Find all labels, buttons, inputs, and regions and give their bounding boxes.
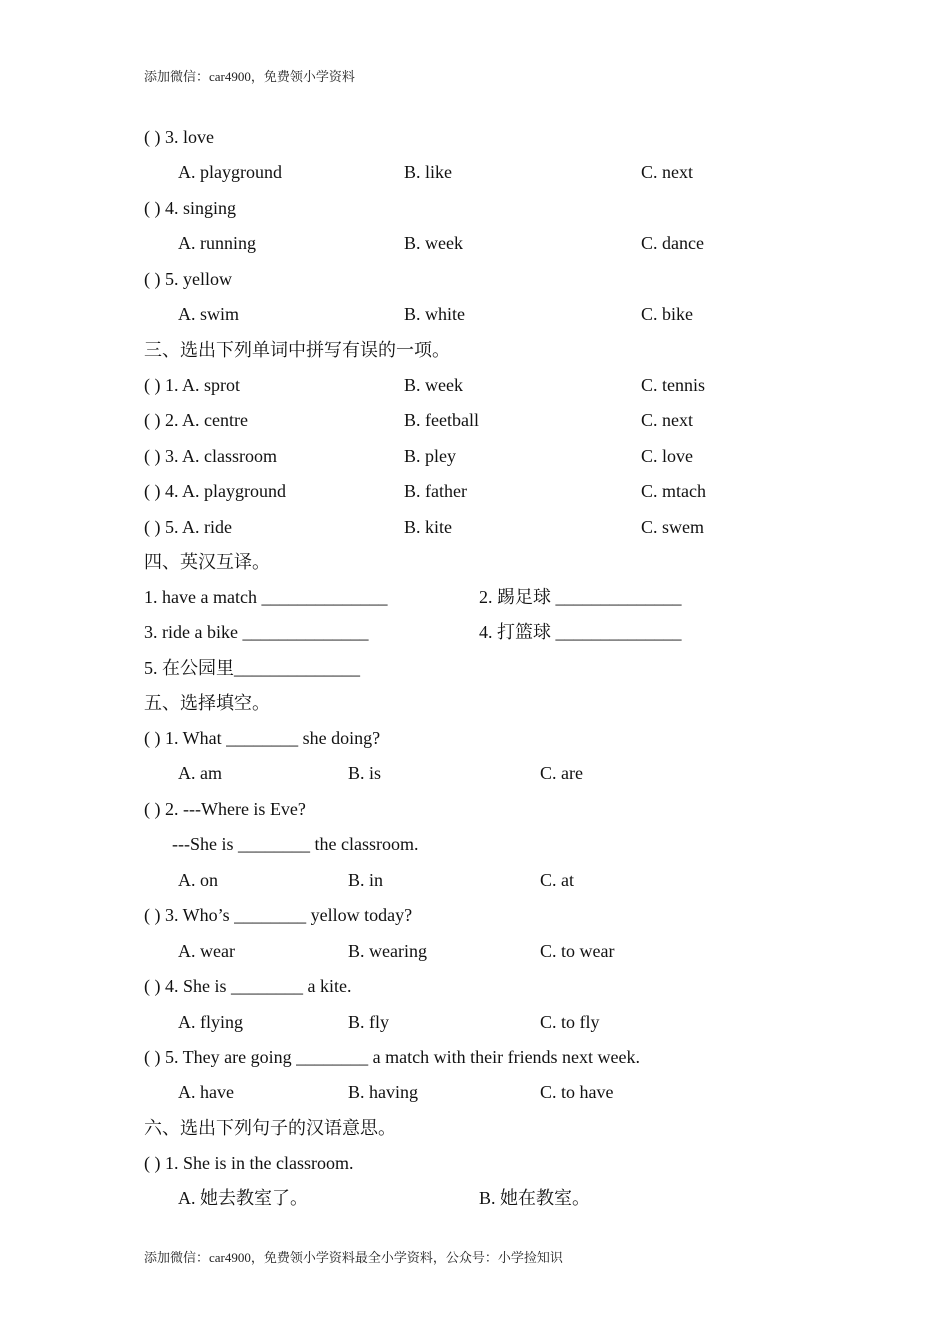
option-c: C. next <box>641 162 693 182</box>
section-title: 四、英汉互译。 <box>144 552 270 572</box>
section-title: 六、选出下列句子的汉语意思。 <box>144 1118 396 1138</box>
question-stem: ( ) 1. She is in the classroom. <box>144 1153 354 1173</box>
option-b: B. having <box>348 1082 418 1102</box>
option-b: B. kite <box>404 517 452 537</box>
option-a: ( ) 4. A. playground <box>144 481 286 501</box>
question-stem: ( ) 5. yellow <box>144 269 232 289</box>
option-c: C. to wear <box>540 941 615 961</box>
option-a: A. have <box>178 1082 234 1102</box>
option-a: A. 她去教室了。 <box>178 1188 308 1208</box>
option-a: A. running <box>178 233 256 253</box>
option-c: C. at <box>540 870 574 890</box>
option-c: C. swem <box>641 517 704 537</box>
option-a: ( ) 5. A. ride <box>144 517 232 537</box>
question-stem: ( ) 5. They are going ________ a match with their friends next week. <box>144 1047 641 1067</box>
question-stem: ( ) 4. singing <box>144 198 236 218</box>
option-a: A. wear <box>178 941 235 961</box>
page-footer-note: 添加微信：car4900，免费领小学资料最全小学资料，公众号：小学捡知识 <box>144 1250 563 1265</box>
option-b: B. is <box>348 763 382 783</box>
translation-item: 5. 在公园里______________ <box>144 658 360 678</box>
option-a: ( ) 2. A. centre <box>144 410 248 430</box>
option-b: B. 她在教室。 <box>479 1188 591 1208</box>
question-stem: ( ) 3. love <box>144 127 214 147</box>
option-b: B. wearing <box>348 941 427 961</box>
option-c: C. are <box>540 763 583 783</box>
translation-item: 2. 踢足球 ______________ <box>479 587 682 607</box>
question-stem: ( ) 3. Who’s ________ yellow today? <box>144 905 413 925</box>
option-a: A. playground <box>178 162 282 182</box>
option-c: C. mtach <box>641 481 706 501</box>
section-title: 三、选出下列单词中拼写有误的一项。 <box>144 340 450 360</box>
option-a: A. swim <box>178 304 240 324</box>
question-stem: ( ) 2. ---Where is Eve? <box>144 799 306 819</box>
option-c: C. next <box>641 410 693 430</box>
page-header-note: 添加微信：car4900，免费领小学资料 <box>144 69 355 84</box>
translation-item: 3. ride a bike ______________ <box>144 622 369 642</box>
option-b: B. feetball <box>404 410 479 430</box>
option-c: C. bike <box>641 304 693 324</box>
translation-item: 1. have a match ______________ <box>144 587 388 607</box>
option-b: B. fly <box>348 1012 390 1032</box>
option-a: A. on <box>178 870 218 890</box>
option-a: A. am <box>178 763 222 783</box>
question-stem-continued: ---She is ________ the classroom. <box>172 834 419 854</box>
question-stem: ( ) 1. What ________ she doing? <box>144 728 381 748</box>
option-a: A. flying <box>178 1012 243 1032</box>
question-stem: ( ) 4. She is ________ a kite. <box>144 976 352 996</box>
option-a: ( ) 3. A. classroom <box>144 446 277 466</box>
option-b: B. white <box>404 304 465 324</box>
option-b: B. week <box>404 233 463 253</box>
section-title: 五、选择填空。 <box>144 693 270 713</box>
option-b: B. in <box>348 870 384 890</box>
option-b: B. week <box>404 375 463 395</box>
option-c: C. to have <box>540 1082 614 1102</box>
option-b: B. pley <box>404 446 456 466</box>
option-b: B. like <box>404 162 452 182</box>
option-b: B. father <box>404 481 467 501</box>
option-a: ( ) 1. A. sprot <box>144 375 240 395</box>
option-c: C. to fly <box>540 1012 600 1032</box>
option-c: C. tennis <box>641 375 706 395</box>
option-c: C. dance <box>641 233 704 253</box>
translation-item: 4. 打篮球 ______________ <box>479 622 682 642</box>
option-c: C. love <box>641 446 693 466</box>
